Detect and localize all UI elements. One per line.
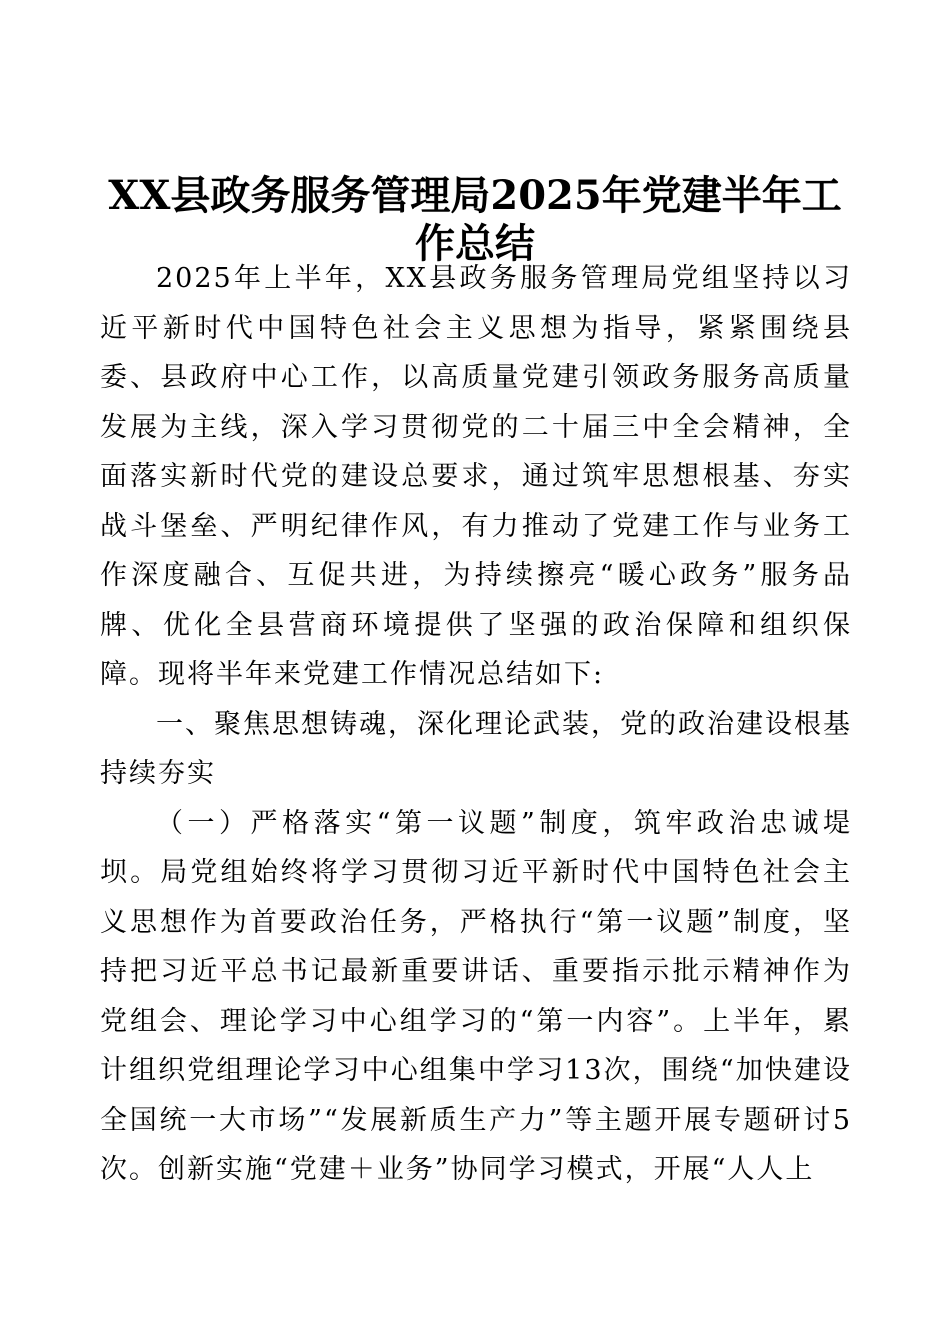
subsection-paragraph-1: （一）严格落实“第一议题”制度，筑牢政治忠诚堤坝。局党组始终将学习贯彻习近平新时代中国特色社会主义思想作为首要政治任务，严格执行“第一议题”制度，坚持把习近平总书记最新重要讲话、重要指示批示精神作为党组会、理论学习中心组学习的“第一内容”。上半年，累计组织党组理论学习中心组集中学习13次，围绕“加快建设全国统一大市场”“发展新质生产力”等主题开展专题研讨5次。创新实施“党建＋业务”协同学习模式，开展“人人上 [100,807,852,1185]
document-title: XX县政务服务管理局2025年党建半年工作总结 [108,172,842,267]
document-body [100,254,852,1195]
section-heading-1: 一、聚焦思想铸魂，深化理论武装，党的政治建设根基持续夯实 [100,708,852,789]
intro-paragraph: 2025年上半年，XX县政务服务管理局党组坚持以习近平新时代中国特色社会主义思想为指导，紧紧围绕县委、县政府中心工作，以高质量党建引领政务服务高质量发展为主线，深入学习贯彻党的二十届三中全会精神，全面落实新时代党的建设总要求，通过筑牢思想根基、夯实战斗堡垒、严明纪律作风，有力推动了党建工作与业务工作深度融合、互促共进，为持续擦亮“暖心政务”服务品牌、优化全县营商环境提供了坚强的政治保障和组织保障。现将半年来党建工作情况总结如下: [100,263,852,690]
